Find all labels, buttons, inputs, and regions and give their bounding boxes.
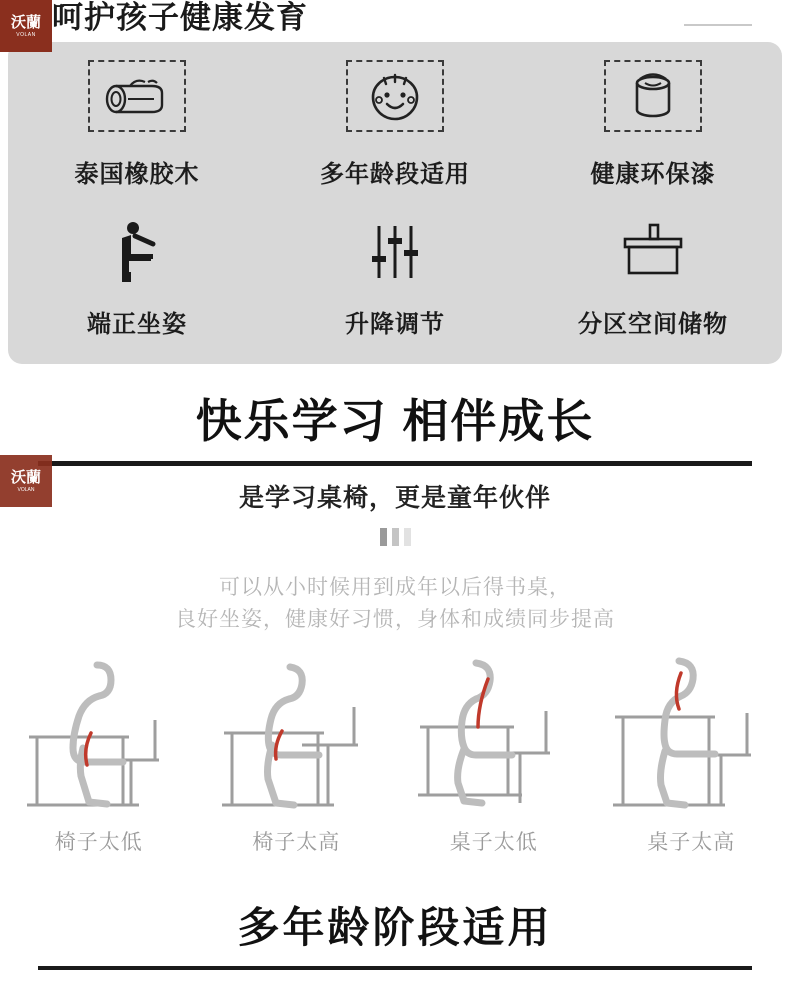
feature-label: 端正坐姿 xyxy=(87,311,187,338)
dot-separator xyxy=(0,528,790,546)
section-subheadline: 是学习桌椅，更是童年伙伴 xyxy=(238,484,551,512)
description-line-1: 可以从小时候用到成年以后得书桌， xyxy=(219,576,571,599)
watermark-cn-text: 沃蘭 xyxy=(10,13,41,31)
title-rule xyxy=(684,24,752,26)
posture-item xyxy=(209,645,384,856)
watermark-en-text: VOLAN xyxy=(17,486,35,493)
feature-item-posture xyxy=(8,212,266,364)
paint-bucket-icon xyxy=(604,60,702,132)
posture-caption: 椅子太低 xyxy=(54,831,143,854)
sitting-posture-icon xyxy=(88,216,186,288)
feature-item-ages xyxy=(266,42,524,212)
dot-1 xyxy=(380,528,387,546)
feature-label: 泰国橡胶木 xyxy=(74,161,200,188)
posture-caption: 椅子太高 xyxy=(252,831,341,854)
posture-item xyxy=(406,645,581,856)
section-description xyxy=(0,572,790,636)
feature-label: 升降调节 xyxy=(345,311,445,338)
posture-caption: 桌子太低 xyxy=(449,831,538,854)
posture-caption: 桌子太高 xyxy=(647,831,736,854)
feature-item-storage xyxy=(524,212,782,364)
posture-desk-too-high-icon xyxy=(611,645,771,820)
feature-item-rubberwood xyxy=(8,42,266,212)
page-title: 呵护孩子健康发育 xyxy=(52,0,308,35)
section-headline: 快乐学习 相伴成长 xyxy=(195,395,595,447)
rubberwood-log-icon xyxy=(88,60,186,132)
description-line-2: 良好坐姿，健康好习惯，身体和成绩同步提高 xyxy=(175,608,615,631)
feature-panel xyxy=(8,42,782,364)
watermark-cn-text: 沃蘭 xyxy=(10,468,41,486)
posture-desk-too-low-icon xyxy=(414,645,574,820)
feature-label: 分区空间储物 xyxy=(578,311,728,338)
brand-watermark-top xyxy=(0,0,52,52)
slider-adjust-icon xyxy=(346,216,444,288)
watermark-en-text: VOLAN xyxy=(16,31,36,38)
headline-divider xyxy=(38,461,752,466)
posture-item xyxy=(604,645,779,856)
feature-item-paint xyxy=(524,42,782,212)
feature-label: 多年龄段适用 xyxy=(320,161,470,188)
dot-2 xyxy=(392,528,399,546)
posture-chair-too-high-icon xyxy=(216,645,376,820)
feature-item-height-adjust xyxy=(266,212,524,364)
brand-watermark-middle xyxy=(0,455,52,507)
storage-drawer-icon xyxy=(604,216,702,288)
posture-chair-too-low-icon xyxy=(19,645,179,820)
feature-grid xyxy=(8,42,782,364)
posture-item xyxy=(11,645,186,856)
posture-comparison-row xyxy=(0,645,790,856)
child-face-icon xyxy=(346,60,444,132)
bottom-section-title: 多年龄阶段适用 xyxy=(237,904,553,951)
dot-3 xyxy=(404,528,411,546)
feature-label: 健康环保漆 xyxy=(590,161,716,188)
bottom-divider xyxy=(38,966,752,970)
